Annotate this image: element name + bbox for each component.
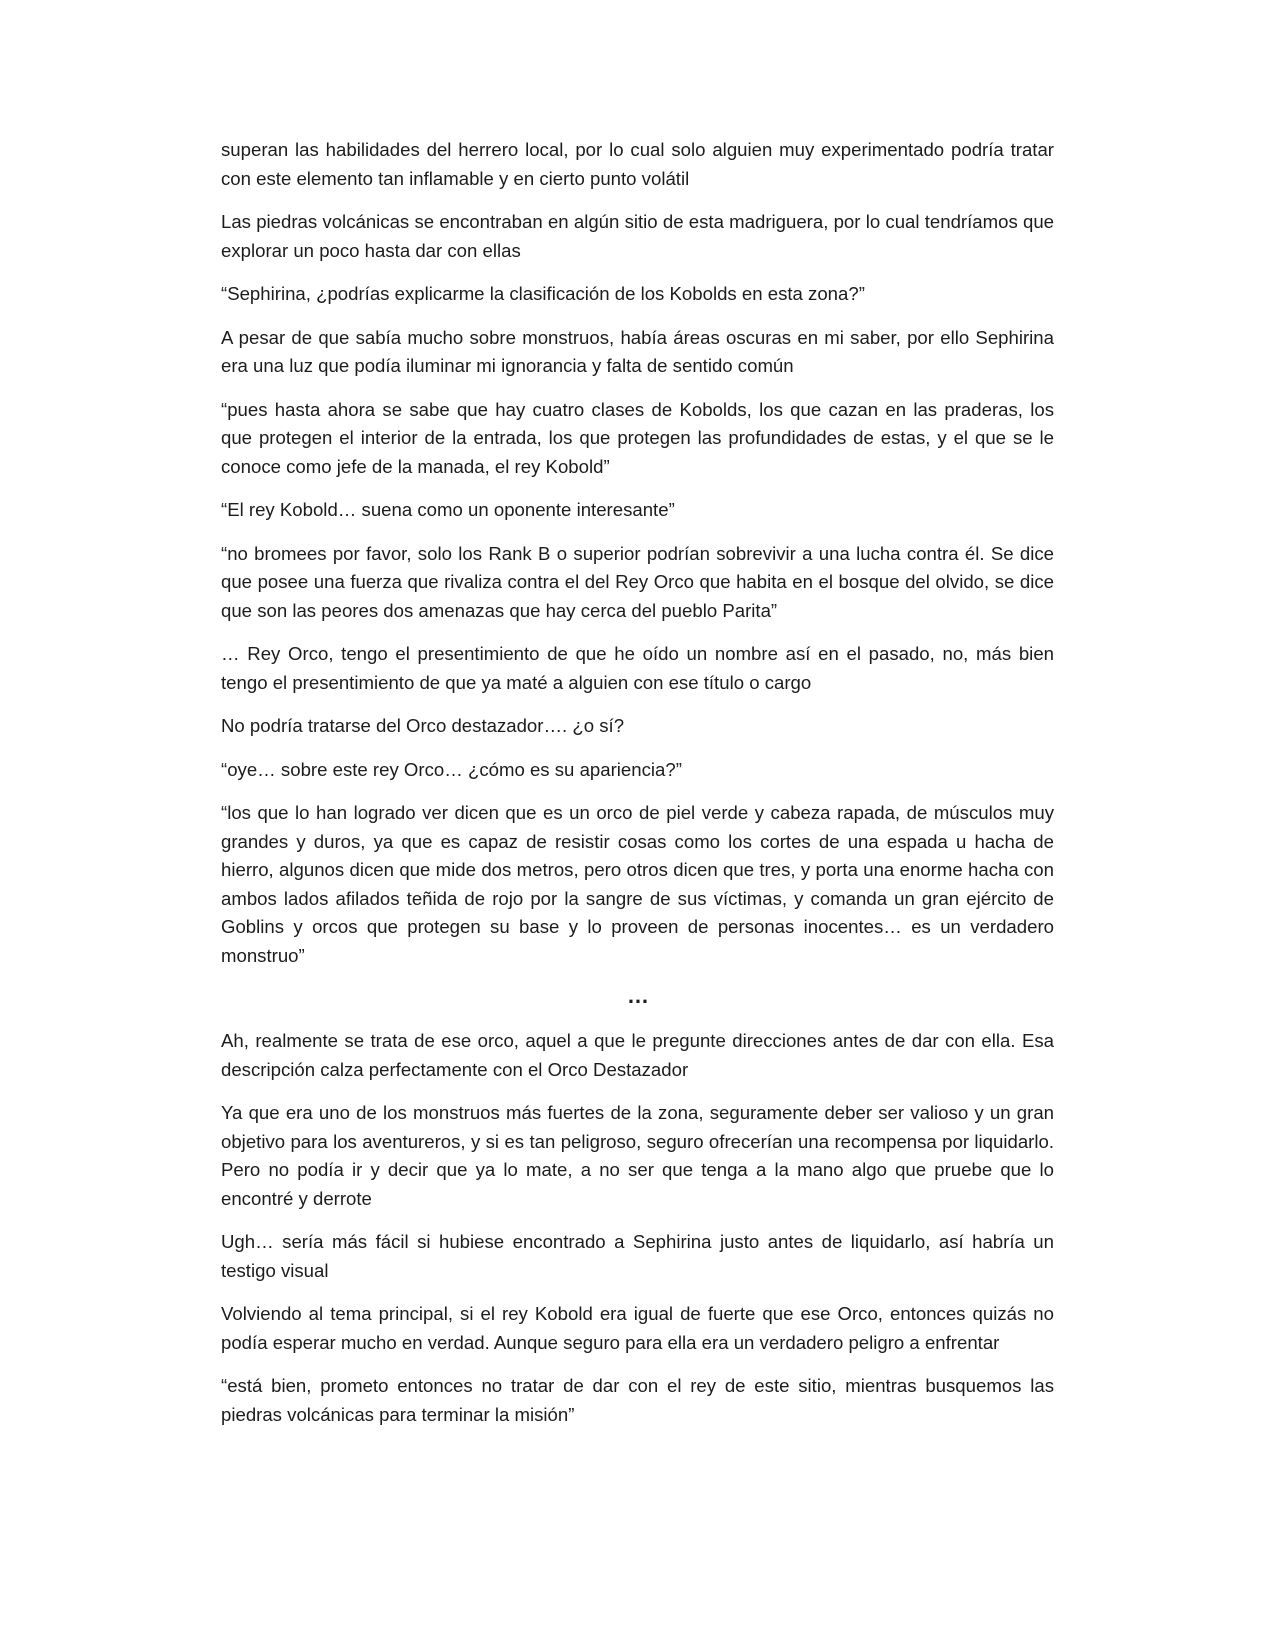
- paragraph-16: “está bien, prometo entonces no tratar de dar con el rey de este sitio, mientras busquemos las piedras volcánicas para terminar la misión”: [221, 1375, 1054, 1425]
- paragraph-2: Las piedras volcánicas se encontraban en algún sitio de esta madriguera, por lo cual tendríamos que explorar un poco hasta dar con ellas: [221, 211, 1054, 261]
- paragraph-4: A pesar de que sabía mucho sobre monstruos, había áreas oscuras en mi saber, por ello Sephirina era una luz que podía iluminar mi ignorancia y falta de sentido común: [221, 326, 1054, 376]
- paragraph-11: “los que lo han logrado ver dicen que es un orco de piel verde y cabeza rapada, de músculos muy grandes y duros, ya que es capaz de resistir cosas como los cortes de una espada u hacha de hierro, algunos dicen que mide dos metros, pero otros dicen que tres, y porta una enorme hacha con ambos lados afilados teñida de rojo por la sangre de sus víctimas, y comanda un gran ejército de Goblins y orcos que protegen su base y lo proveen de personas inocentes… es un verdadero monstruo”: [221, 802, 1054, 966]
- paragraph-13: Ya que era uno de los monstruos más fuertes de la zona, seguramente deber ser valioso y un gran objetivo para los aventureros, y si es tan peligroso, seguro ofrecerían una recompensa por liquidarlo. Pero no podía ir y decir que ya lo mate, a no ser que tenga a la mano algo que pruebe que lo encontré y derrote: [221, 1102, 1054, 1209]
- paragraph-1: superan las habilidades del herrero local, por lo cual solo alguien muy experimentado podría tratar con este elemento tan inflamable y en cierto punto volátil: [221, 139, 1054, 189]
- document-body: [221, 136, 1054, 1444]
- paragraph-6: “El rey Kobold… suena como un oponente interesante”: [221, 499, 675, 520]
- paragraph-12: Ah, realmente se trata de ese orco, aquel a que le pregunte direcciones antes de dar con ella. Esa descripción calza perfectamente con el Orco Destazador: [221, 1030, 1054, 1080]
- paragraph-3: “Sephirina, ¿podrías explicarme la clasificación de los Kobolds en esta zona?”: [221, 283, 865, 304]
- paragraph-14: Ugh… sería más fácil si hubiese encontrado a Sephirina justo antes de liquidarlo, así habría un testigo visual: [221, 1231, 1054, 1281]
- section-separator: …: [627, 983, 648, 1008]
- paragraph-8: … Rey Orco, tengo el presentimiento de que he oído un nombre así en el pasado, no, más bien tengo el presentimiento de que ya maté a alguien con ese título o cargo: [221, 643, 1054, 693]
- paragraph-5: “pues hasta ahora se sabe que hay cuatro clases de Kobolds, los que cazan en las praderas, los que protegen el interior de la entrada, los que protegen las profundidades de estas, y el que se le conoce como jefe de la manada, el rey Kobold”: [221, 398, 1054, 477]
- paragraph-10: “oye… sobre este rey Orco… ¿cómo es su apariencia?”: [221, 758, 682, 780]
- paragraph-9: No podría tratarse del Orco destazador…. ¿o sí?: [221, 715, 625, 736]
- paragraph-15: Volviendo al tema principal, si el rey Kobold era igual de fuerte que ese Orco, entonces quizás no podía esperar mucho en verdad. Aunque seguro para ella era un verdadero peligro a enfrentar: [221, 1303, 1054, 1353]
- paragraph-7: “no bromees por favor, solo los Rank B o superior podrían sobrevivir a una lucha contra él. Se dice que posee una fuerza que rivaliza contra el del Rey Orco que habita en el bosque del olvido, se dice que son las peores dos amenazas que hay cerca del pueblo Parita”: [221, 542, 1054, 621]
